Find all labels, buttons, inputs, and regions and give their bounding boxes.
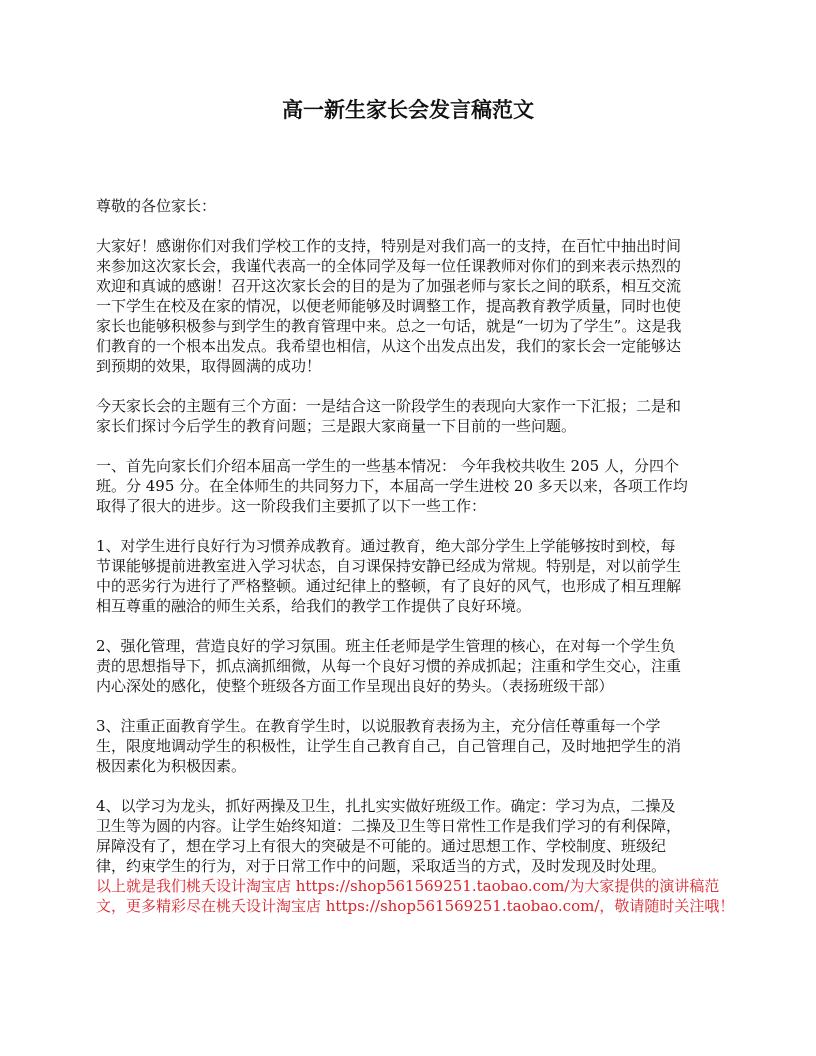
promo-line: 以上就是我们桃夭设计淘宝店 https://shop561569251.taobao.com/为大家提供的演讲稿范 [96, 877, 720, 895]
text-line: 极因素化为积极因素。 [96, 757, 247, 775]
text-line: 内心深处的感化，使整个班级各方面工作呈现出良好的势头。（表扬班级干部） [96, 677, 614, 695]
paragraph-item-4 [96, 796, 720, 876]
text-line: 到预期的效果，取得圆满的成功！ [96, 357, 322, 375]
salutation-text: 尊敬的各位家长： [96, 197, 217, 215]
text-line: 屏障没有了，想在学习上有很大的突破是不可能的。通过思想工作、学校制度、班级纪 [96, 837, 667, 855]
document-body [96, 196, 735, 916]
text-line: 今天家长会的主题有三个方面：一是结合这一阶段学生的表现向大家作一下汇报；二是和 [96, 397, 682, 415]
text-line: 生，限度地调动学生的积极性，让学生自己教育自己，自己管理自己，及时地把学生的消 [96, 737, 682, 755]
text-line: 1、对学生进行良好行为习惯养成教育。通过教育，绝大部分学生上学能够按时到校，每 [96, 537, 676, 555]
text-line: 责的思想指导下，抓点滴抓细微，从每一个良好习惯的养成抓起；注重和学生交心，注重 [96, 657, 682, 675]
text-line: 们教育的一个根本出发点。我希望也相信，从这个出发点出发，我们的家长会一定能够达 [96, 337, 682, 355]
document-title: 高一新生家长会发言稿范文 [282, 98, 534, 122]
paragraph-item-3 [96, 716, 720, 776]
text-line: 4、以学习为龙头，抓好两操及卫生，扎扎实实做好班级工作。确定：学习为点，二操及 [96, 797, 676, 815]
text-line: 班。分 495 分。在全体师生的共同努力下，本届高一学生进校 20 多天以来，各项工作均 [96, 477, 688, 495]
text-line: 取得了很大的进步。这一阶段我们主要抓了以下一些工作： [96, 497, 487, 515]
salutation [96, 196, 720, 216]
paragraph-section-one [96, 456, 720, 516]
text-line: 相互尊重的融洽的师生关系，给我们的教学工作提供了良好环境。 [96, 597, 532, 615]
text-line: 家长们探讨今后学生的教育问题；三是跟大家商量一下目前的一些问题。 [96, 417, 577, 435]
promo-notice [96, 876, 735, 916]
text-line: 2、强化管理，营造良好的学习氛围。班主任老师是学生管理的核心，在对每一个学生负 [96, 637, 676, 655]
text-line: 大家好！感谢你们对我们学校工作的支持，特别是对我们高一的支持，在百忙中抽出时间 [96, 237, 682, 255]
paragraph-greeting [96, 236, 720, 376]
text-line: 节课能够提前进教室进入学习状态，自习课保持安静已经成为常规。特别是，对以前学生 [96, 557, 682, 575]
text-line: 一、首先向家长们介绍本届高一学生的一些基本情况： 今年我校共收生 205 人，分四个 [96, 457, 679, 475]
text-line: 律，约束学生的行为，对于日常工作中的问题，采取适当的方式，及时发现及时处理。 [96, 857, 667, 875]
text-line: 一下学生在校及在家的情况，以便老师能够及时调整工作，提高教育教学质量，同时也使 [96, 297, 682, 315]
text-line: 3、注重正面教育学生。在教育学生时，以说服教育表扬为主，充分信任尊重每一个学 [96, 717, 661, 735]
text-line: 来参加这次家长会，我谨代表高一的全体同学及每一位任课教师对你们的到来表示热烈的 [96, 257, 682, 275]
text-line: 中的恶劣行为进行了严格整顿。通过纪律上的整顿，有了良好的风气，也形成了相互理解 [96, 577, 682, 595]
paragraph-themes [96, 396, 720, 436]
paragraph-item-1 [96, 536, 720, 616]
promo-line: 文，更多精彩尽在桃夭设计淘宝店 https://shop561569251.taobao.com/，敬请随时关注哦！ [96, 897, 735, 915]
text-line: 卫生等为圆的内容。让学生始终知道：二操及卫生等日常性工作是我们学习的有利保障， [96, 817, 682, 835]
paragraph-item-2 [96, 636, 720, 696]
text-line: 家长也能够积极参与到学生的教育管理中来。总之一句话，就是“一切为了学生”。这是我 [96, 317, 682, 335]
text-line: 欢迎和真诚的感谢！召开这次家长会的目的是为了加强老师与家长之间的联系，相互交流 [96, 277, 682, 295]
